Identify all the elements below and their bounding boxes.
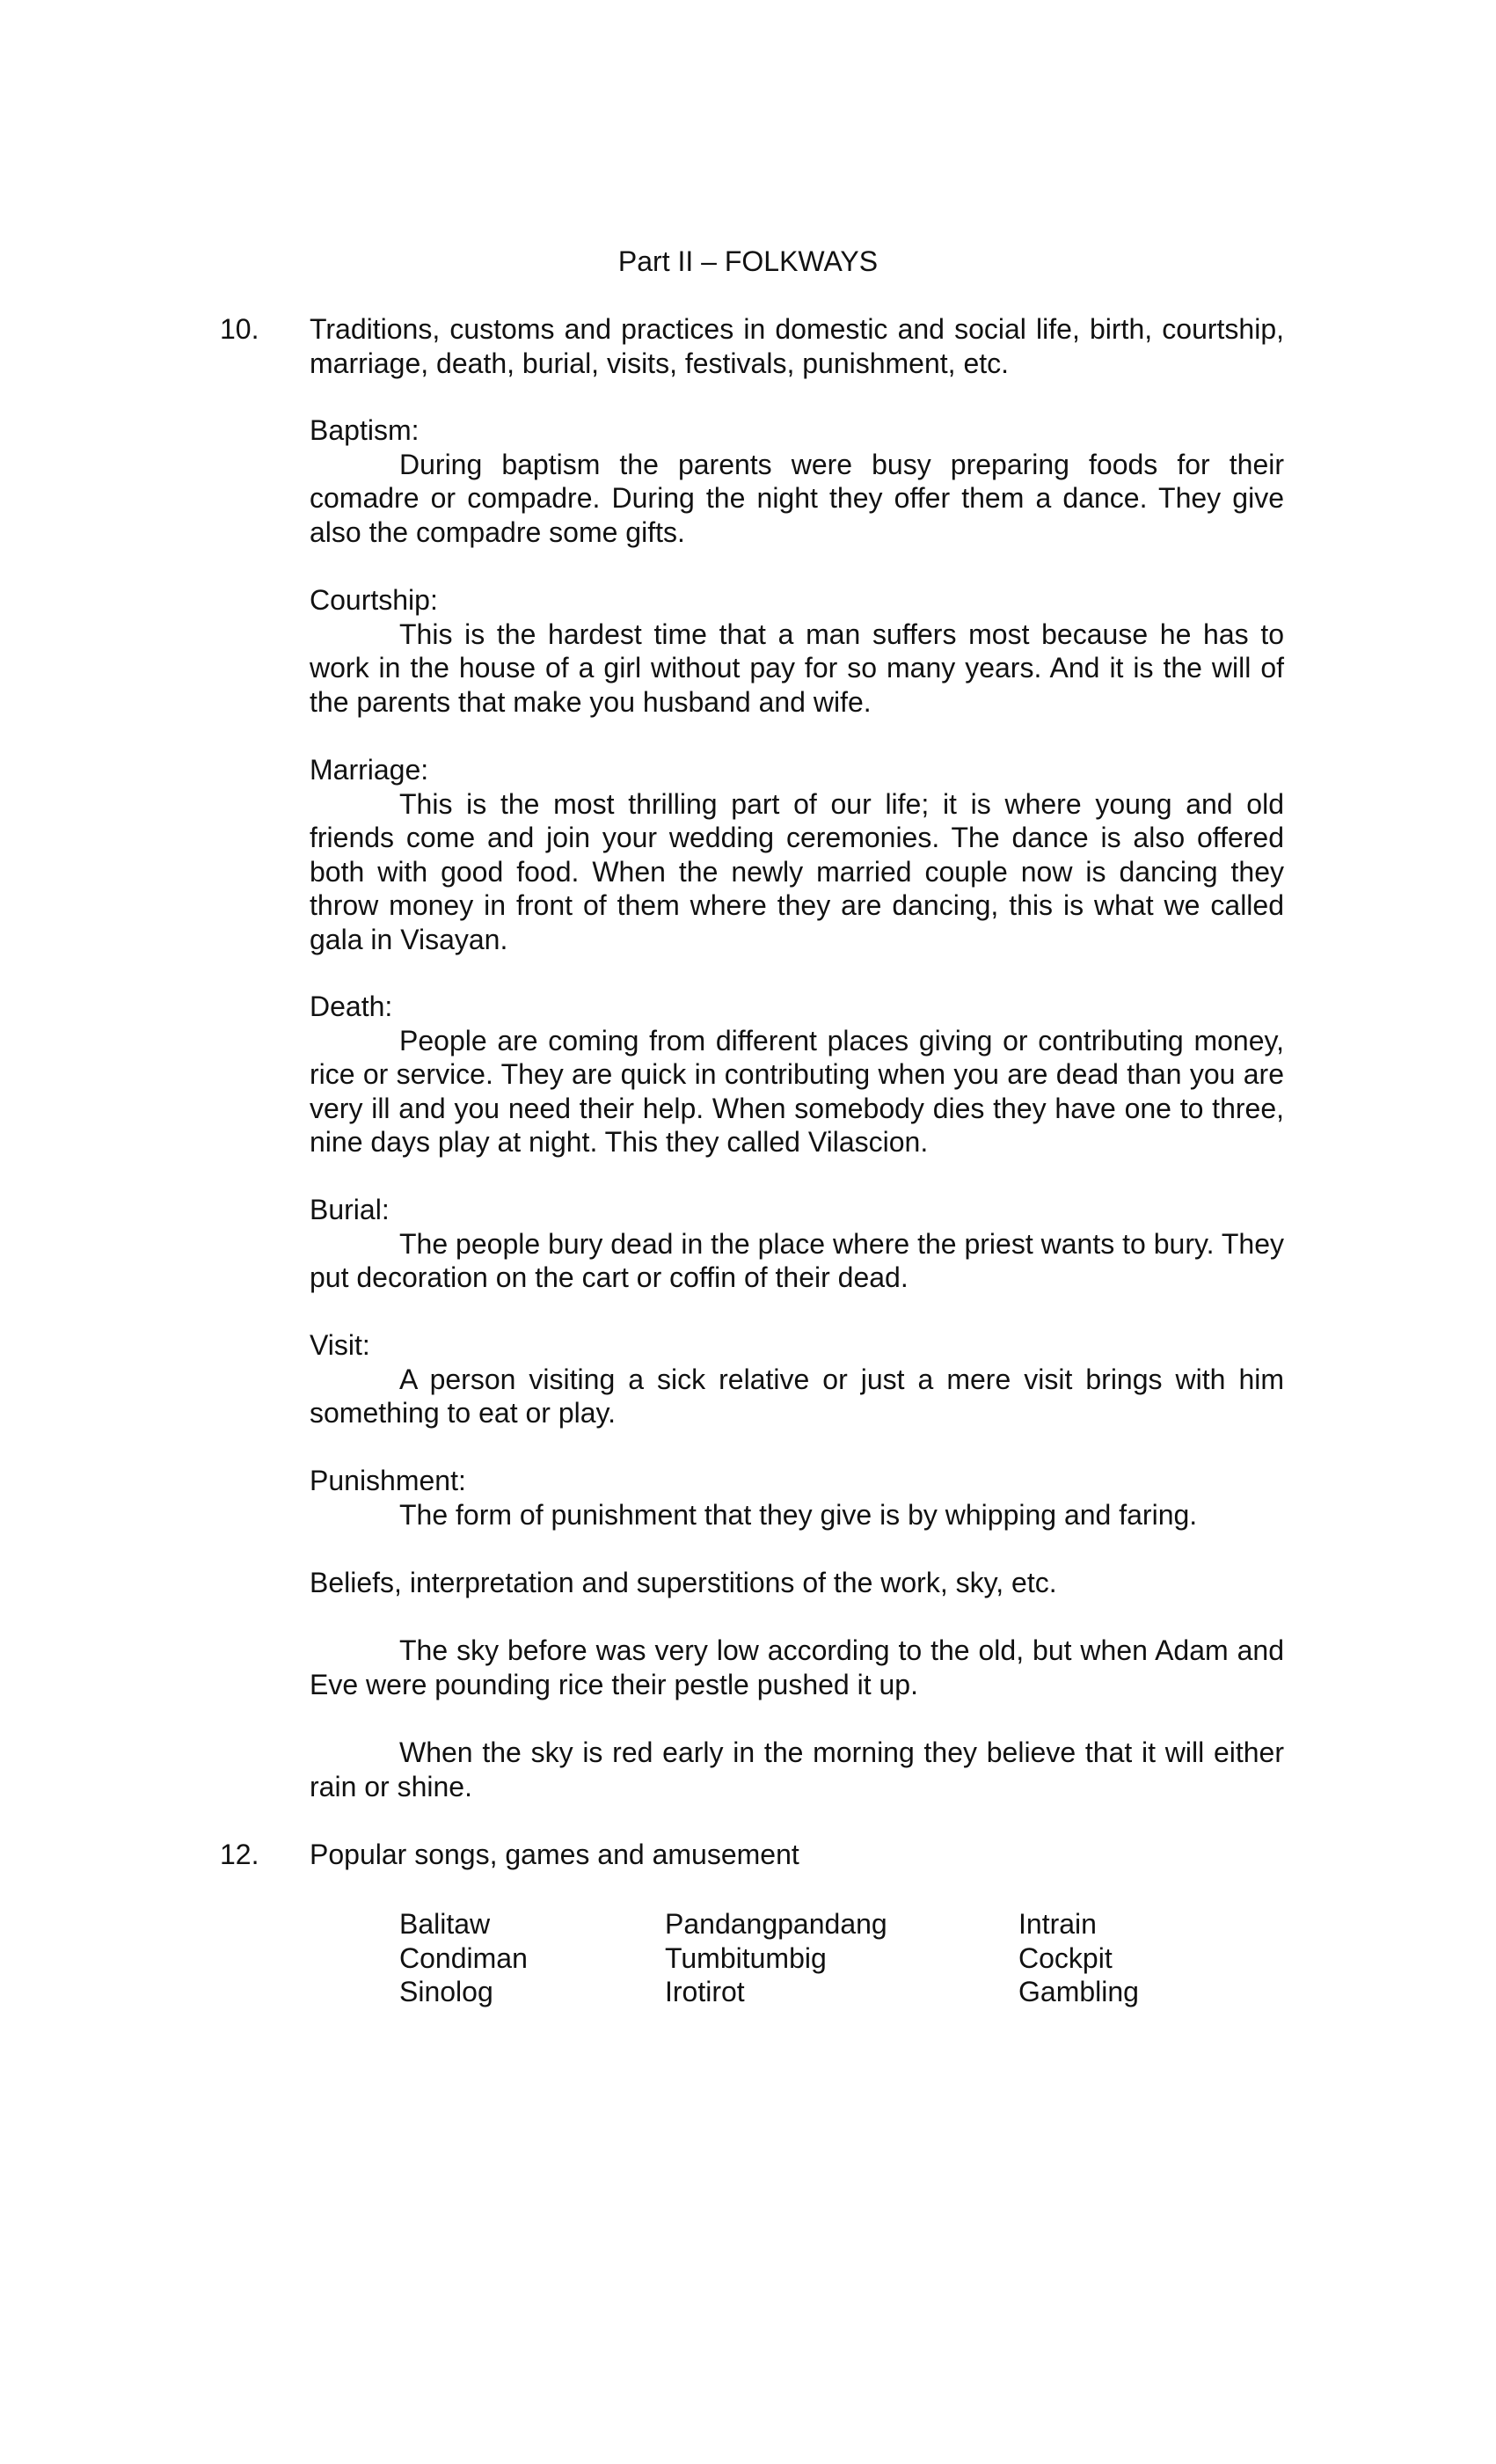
courtship-label: Courtship: [310,584,438,616]
marriage-text: This is the most thrilling part of our life; it is where young and old friends come and join your wedding ceremonies. The dance is also offered both with good food. When the newly married couple now is dancing they throw money in front of them where they are dancing, this is what we called gala in Visayan. [310,787,1284,955]
games-column-1 [399,1907,528,2009]
games-column-2 [665,1907,887,2009]
punishment-section [310,1464,1284,1532]
page-title: Part II – FOLKWAYS [617,245,879,277]
punishment-label: Punishment: [310,1465,466,1496]
marriage-section [310,753,1284,956]
visit-section [310,1328,1284,1430]
burial-label: Burial: [310,1194,390,1225]
item-10-number: 10. [220,313,259,345]
visit-text: A person visiting a sick relative or just a mere visit brings with him something to eat or play. [310,1363,1284,1429]
visit-label: Visit: [310,1329,370,1361]
list-item: Irotirot [665,1976,745,2007]
list-item: Cockpit [1018,1941,1113,1974]
burial-section [310,1193,1284,1295]
games-column-3 [1018,1907,1139,2009]
baptism-section [310,413,1284,549]
baptism-text: During baptism the parents were busy preparing foods for their comadre or compadre. During the night they offer them a dance. They give also the compadre some gifts. [310,448,1284,548]
list-item: Sinolog [399,1976,493,2007]
beliefs-paragraph-2: When the sky is red early in the morning they believe that it will either rain or shine. [310,1736,1284,1802]
courtship-section [310,583,1284,719]
burial-text: The people bury dead in the place where the priest wants to bury. They put decoration on the cart or coffin of their dead. [310,1227,1284,1293]
death-section [310,990,1284,1159]
courtship-text: This is the hardest time that a man suffers most because he has to work in the house of a girl without pay for so many years. And it is the will of the parents that make you husband and wife. [310,618,1284,718]
list-item: Intrain [1018,1908,1097,1940]
list-item: Condiman [399,1941,528,1974]
item-12-heading: Popular songs, games and amusement [310,1839,799,1870]
item-12-number: 12. [220,1839,259,1870]
beliefs-paragraph-1: The sky before was very low according to the old, but when Adam and Eve were pounding rice their pestle pushed it up. [310,1634,1284,1700]
item-10-heading: Traditions, customs and practices in domestic and social life, birth, courtship, marriage, death, burial, visits, festivals, punishment, etc. [310,313,1284,379]
punishment-text: The form of punishment that they give is by whipping and faring. [399,1498,1198,1531]
list-item: Tumbitumbig [665,1941,827,1974]
list-item: Gambling [1018,1976,1139,2007]
beliefs-heading: Beliefs, interpretation and superstitions of the work, sky, etc. [310,1567,1057,1598]
death-text: People are coming from different places giving or contributing money, rice or service. They are quick in contributing when you are dead than you are very ill and you need their help. When somebody dies they have one to three, nine days play at night. This they called Vilascion. [310,1024,1284,1158]
list-item: Balitaw [399,1908,491,1940]
marriage-label: Marriage: [310,754,429,786]
death-label: Death: [310,991,393,1022]
list-item: Pandangpandang [665,1908,887,1940]
baptism-label: Baptism: [310,414,420,446]
